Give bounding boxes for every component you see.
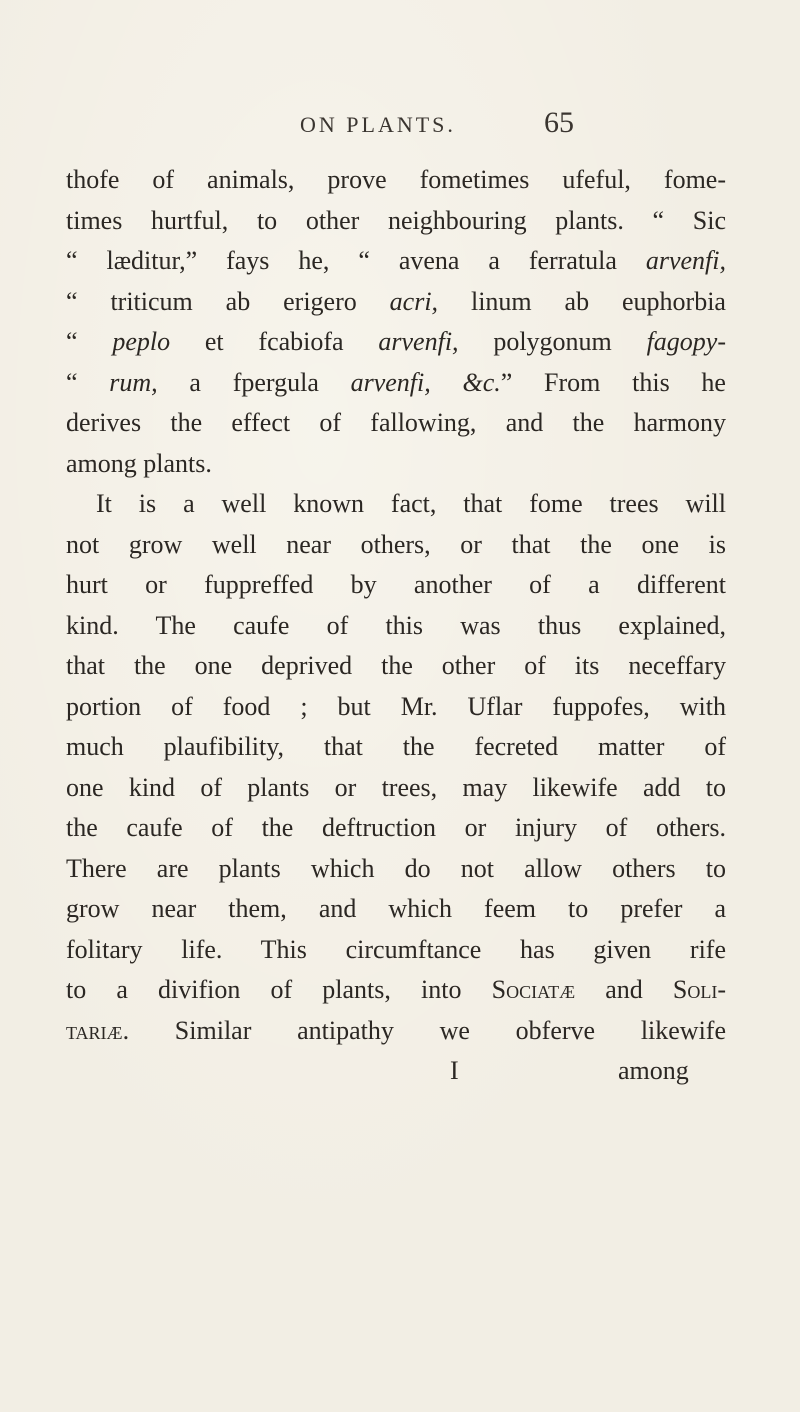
running-head: [0, 106, 800, 146]
page-number: 65: [544, 106, 574, 139]
text-segment: arvenfi, &c.: [350, 367, 501, 397]
text-segment: Sociatæ: [491, 975, 576, 1004]
text-line: [66, 970, 726, 1011]
text-segment: one kind of plants or trees, may likewife add to: [66, 772, 726, 802]
text-line: [66, 687, 726, 728]
running-title: ON PLANTS.: [300, 112, 456, 137]
text-segment: acri,: [389, 286, 439, 316]
text-segment: linum ab euphorbia: [438, 286, 726, 316]
signature-mark: I: [450, 1056, 459, 1085]
text-segment: grow near them, and which feem to prefer a: [66, 894, 726, 923]
text-line: [66, 201, 726, 242]
text-line: [66, 403, 726, 444]
text-segment: a fpergula: [157, 367, 351, 397]
text-line: [66, 565, 726, 606]
text-line: [66, 241, 726, 282]
text-line: [66, 322, 726, 363]
text-segment: polygonum: [458, 327, 647, 356]
text-segment: . Similar antipathy we obferve likewife: [122, 1015, 726, 1045]
text-segment: rum,: [109, 367, 158, 397]
text-segment: to a divifion of plants, into: [66, 975, 492, 1004]
text-segment: folitary life. This circumftance has given rife: [66, 934, 726, 964]
text-line: [66, 525, 726, 566]
text-segment: not grow well near others, or that the one is: [66, 529, 726, 559]
catchword: among: [618, 1056, 689, 1085]
text-segment: “: [66, 367, 110, 397]
text-segment: peplo: [112, 327, 171, 356]
text-line: [66, 606, 726, 647]
text-line: [66, 282, 726, 323]
text-segment: and: [575, 975, 673, 1004]
text-segment: “ læditur,” fays he, “ avena a ferratula: [66, 246, 646, 275]
text-line: [66, 768, 726, 809]
text-segment: among plants.: [66, 448, 212, 478]
text-segment: ” From this he: [500, 367, 726, 397]
text-segment: It is a well known fact, that fome trees will: [96, 489, 726, 518]
text-segment: tariæ: [66, 1015, 123, 1045]
text-line: [66, 484, 726, 525]
text-segment: that the one deprived the other of its neceffary: [66, 651, 726, 680]
text-segment: hurt or fuppreffed by another of a different: [66, 570, 726, 599]
text-segment: et fcabiofa: [170, 327, 379, 356]
text-line: [66, 849, 726, 890]
text-segment: much plaufibility, that the fecreted matter of: [66, 732, 726, 761]
text-segment: the caufe of the deftruction or injury of others.: [66, 813, 726, 842]
text-line: [66, 363, 726, 404]
text-line: [66, 160, 726, 201]
text-line: [66, 808, 726, 849]
text-segment: arvenfi,: [645, 246, 726, 275]
text-line: [66, 889, 726, 930]
text-line: [66, 930, 726, 971]
text-segment: kind. The caufe of this was thus explained,: [66, 610, 726, 640]
text-line: [66, 1011, 726, 1052]
text-segment: derives the effect of fallowing, and the harmony: [66, 408, 726, 437]
text-line: [66, 646, 726, 687]
text-line: [66, 444, 726, 485]
text-segment: “ triticum ab erigero: [66, 286, 390, 316]
text-segment: “: [66, 327, 113, 356]
text-segment: There are plants which do not allow others to: [66, 853, 726, 883]
text-line: [66, 727, 726, 768]
text-segment: Soli-: [672, 975, 726, 1004]
text-segment: arvenfi,: [378, 327, 459, 356]
text-segment: portion of food ; but Mr. Uflar fuppofes, with: [66, 691, 726, 721]
body-text: [66, 160, 726, 1092]
text-segment: thofe of animals, prove fometimes ufeful, fome-: [66, 165, 726, 194]
text-segment: fagopy-: [646, 327, 726, 356]
text-segment: times hurtful, to other neighbouring plants. “ Sic: [66, 205, 726, 235]
footer-line: [66, 1051, 726, 1092]
